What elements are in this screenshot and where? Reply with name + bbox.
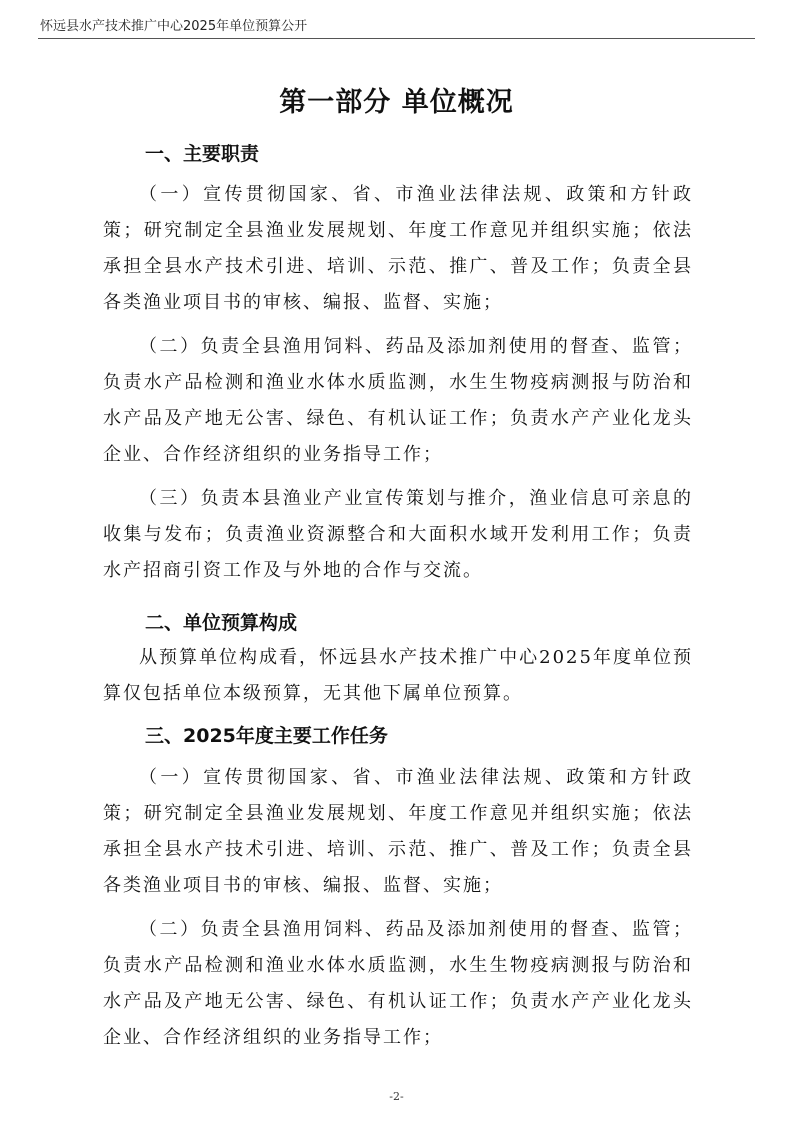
section-heading-work-tasks: 三、2025年度主要工作任务 bbox=[145, 725, 388, 747]
section-heading-budget-composition: 二、单位预算构成 bbox=[145, 612, 298, 634]
paragraph: （二）负责全县渔用饲料、药品及添加剂使用的督查、监管；负责水产品检测和渔业水体水质监测，水生生物疫病测报与防治和水产品及产地无公害、绿色、有机认证工作；负责水产产业化龙头企业、合作经济组织的业务指导工作； bbox=[103, 919, 693, 1048]
paragraph: （二）负责全县渔用饲料、药品及添加剂使用的督查、监管；负责水产品检测和渔业水体水质监测，水生生物疫病测报与防治和水产品及产地无公害、绿色、有机认证工作；负责水产产业化龙头企业、合作经济组织的业务指导工作； bbox=[103, 336, 693, 465]
section-heading-responsibilities: 一、主要职责 bbox=[145, 143, 260, 165]
paragraph: （一）宣传贯彻国家、省、市渔业法律法规、政策和方针政策；研究制定全县渔业发展规划、年度工作意见并组织实施；依法承担全县水产技术引进、培训、示范、推广、普及工作；负责全县各类渔业项目书的审核、编报、监督、实施； bbox=[103, 767, 693, 896]
paragraph: （三）负责本县渔业产业宣传策划与推介，渔业信息可亲息的收集与发布；负责渔业资源整合和大面积水域开发利用工作；负责水产招商引资工作及与外地的合作与交流。 bbox=[103, 488, 693, 581]
paragraph: （一）宣传贯彻国家、省、市渔业法律法规、政策和方针政策；研究制定全县渔业发展规划、年度工作意见并组织实施；依法承担全县水产技术引进、培训、示范、推广、普及工作；负责全县各类渔业项目书的审核、编报、监督、实施； bbox=[103, 184, 693, 313]
document-header: 怀远县水产技术推广中心2025年单位预算公开 bbox=[40, 19, 308, 34]
paragraph: 从预算单位构成看，怀远县水产技术推广中心2025年度单位预算仅包括单位本级预算，无其他下属单位预算。 bbox=[103, 647, 693, 704]
page-number: -2- bbox=[389, 1090, 404, 1103]
page-title: 第一部分 单位概况 bbox=[279, 87, 514, 118]
header-divider bbox=[38, 38, 755, 39]
